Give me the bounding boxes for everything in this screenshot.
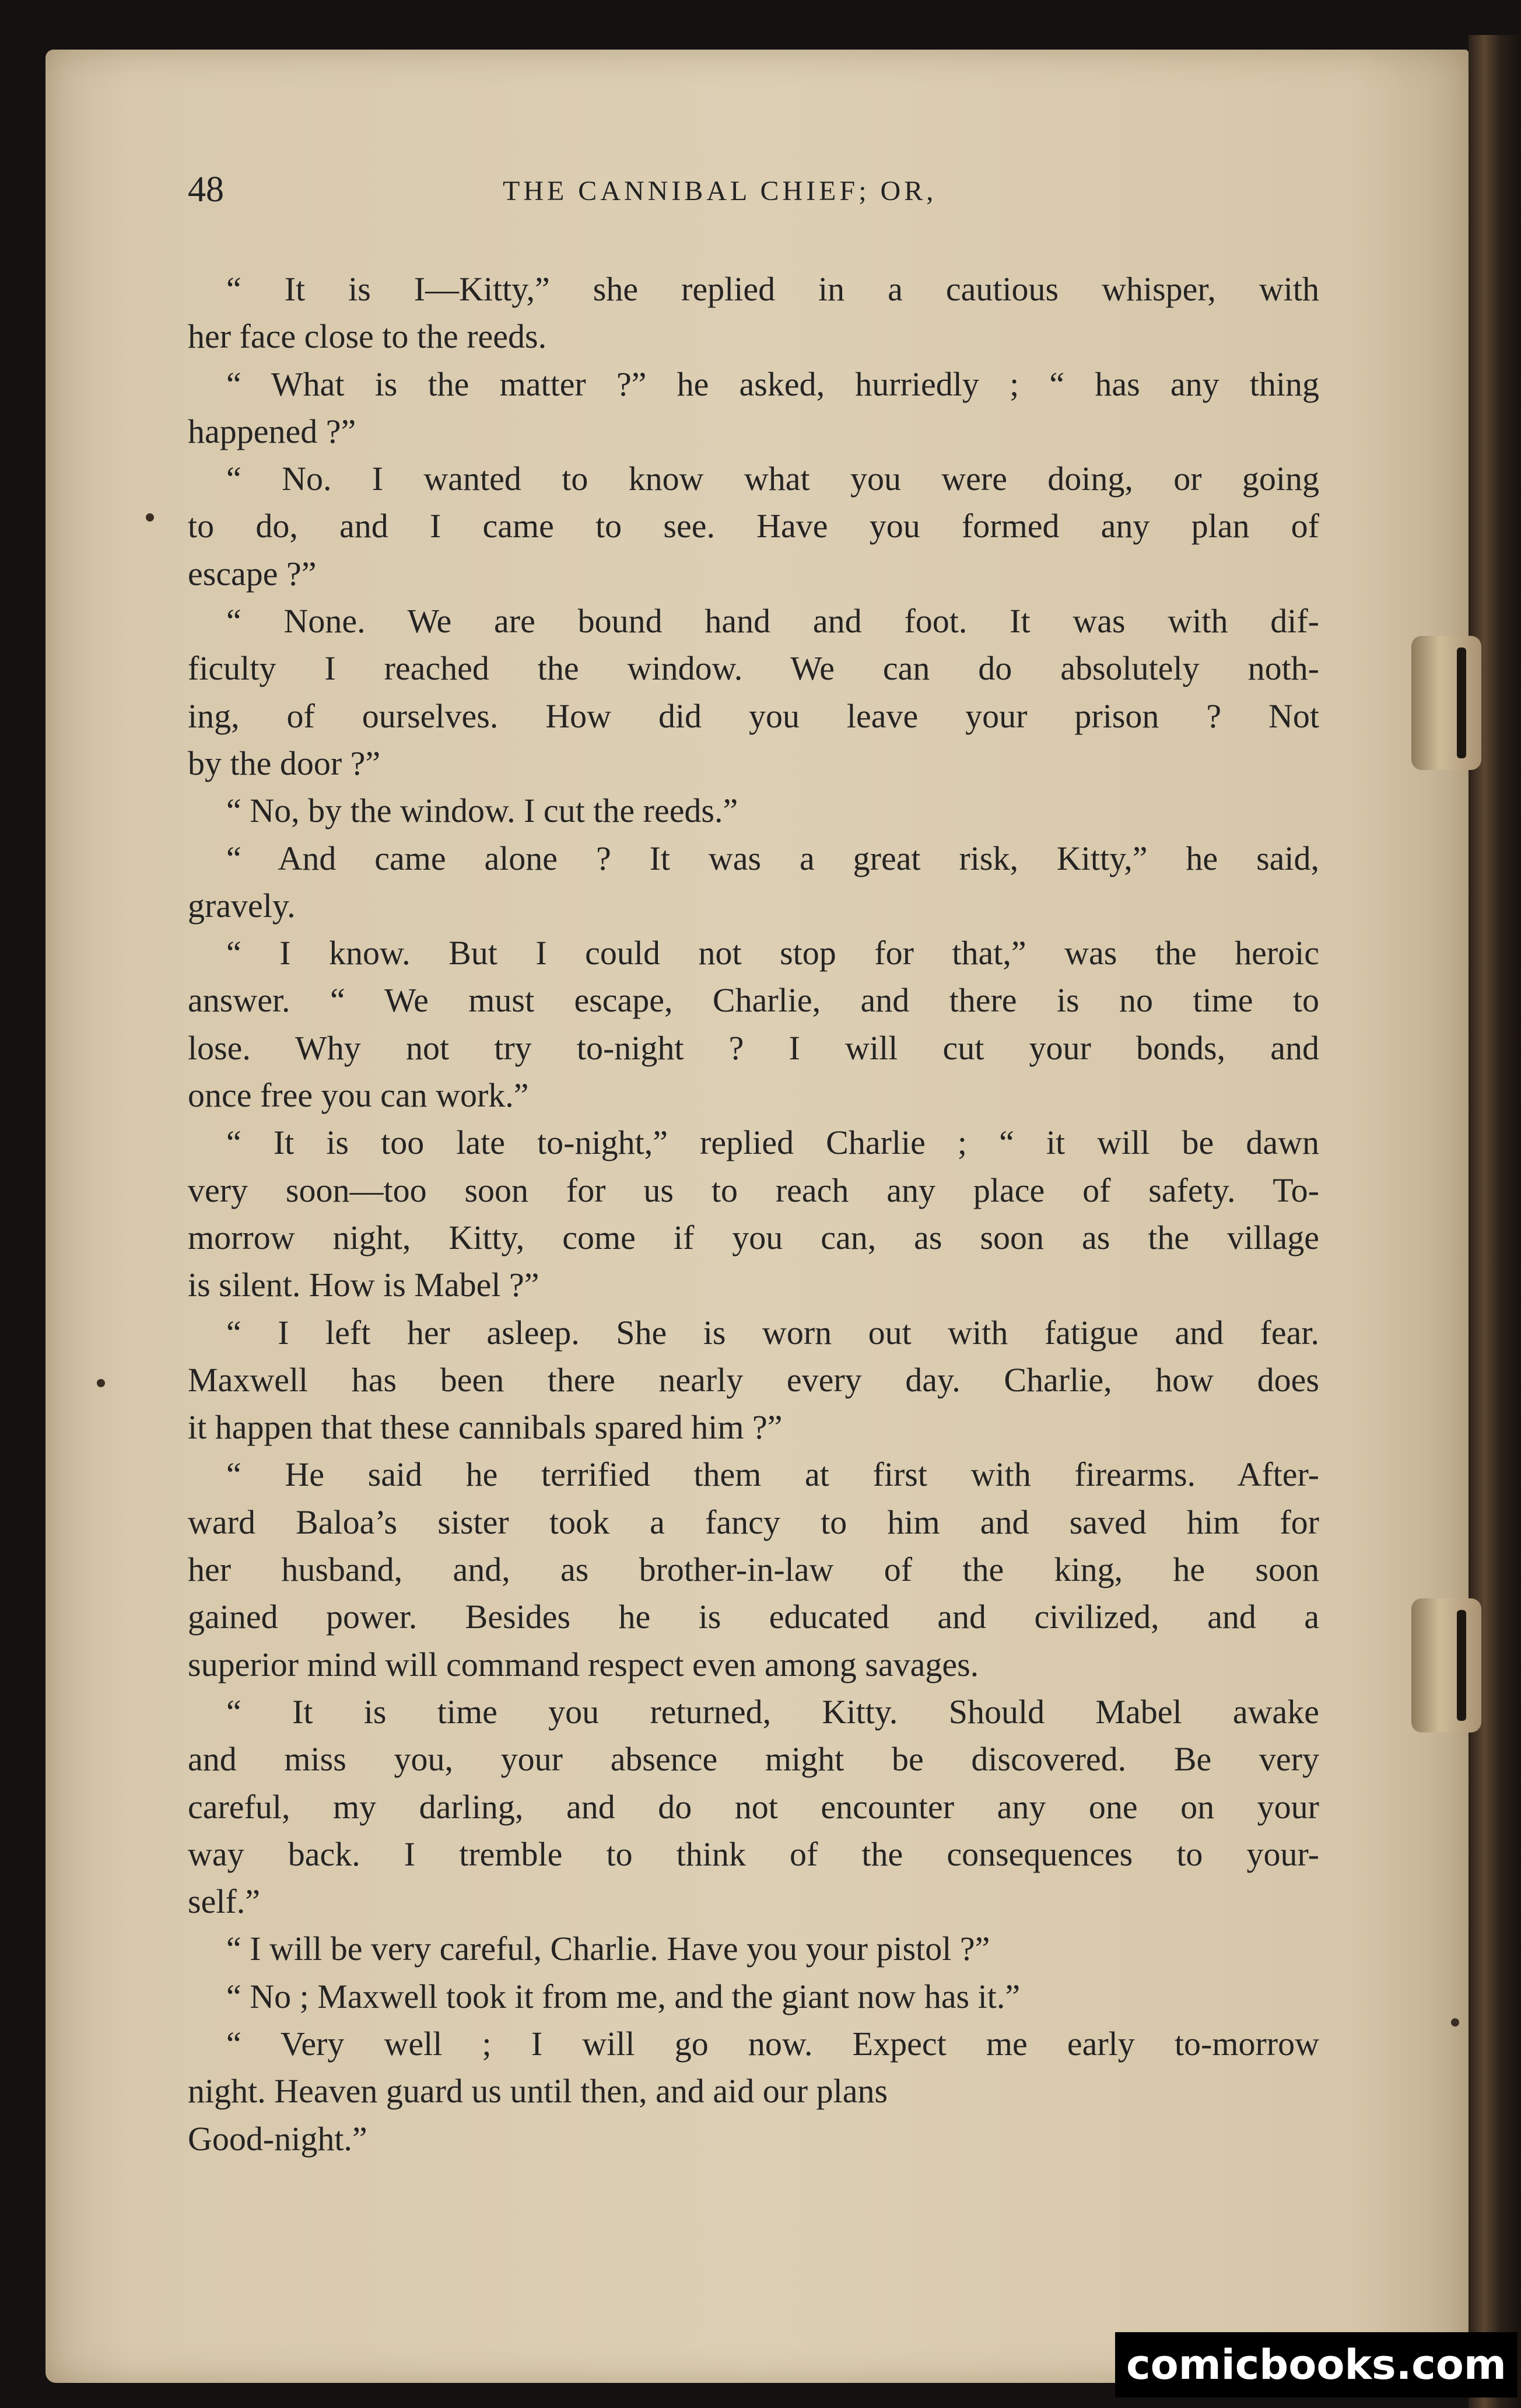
text-line: ward Baloa’s sister took a fancy to him and saved him for — [188, 1503, 1319, 1541]
text-line: “ I will be very careful, Charlie. Have you your pistol ?” — [226, 1930, 990, 1968]
text-line: lose. Why not try to-night ? I will cut your bonds, and — [188, 1028, 1319, 1067]
text-line: happened ?” — [188, 412, 356, 450]
text-line: by the door ?” — [188, 744, 381, 782]
text-line: “ And came alone ? It was a great risk, Kitty,” he said, — [226, 839, 1319, 877]
binding-clip-upper — [1411, 636, 1481, 770]
binding-wire — [1457, 648, 1466, 758]
text-line: it happen that these cannibals spared him ?” — [188, 1408, 783, 1447]
text-line: “ No ; Maxwell took it from me, and the giant now has it.” — [226, 1977, 1021, 2015]
text-line: Good-night.” — [188, 2119, 367, 2158]
text-line: ficulty I reached the window. We can do absolutely noth- — [188, 649, 1319, 688]
text-line: her husband, and, as brother-in-law of the king, he soon — [188, 1550, 1319, 1589]
text-line: very soon—too soon for us to reach any place of safety. To- — [188, 1171, 1319, 1209]
text-line: way back. I tremble to think of the consequences to your- — [188, 1835, 1319, 1873]
text-line: “ I know. But I could not stop for that,” was the heroic — [226, 934, 1319, 972]
text-line: gained power. Besides he is educated and civilized, and a — [188, 1598, 1319, 1636]
page-number: 48 — [188, 170, 224, 209]
text-line: answer. “ We must escape, Charlie, and there is no time to — [188, 981, 1319, 1020]
binding-clip-lower — [1411, 1598, 1481, 1732]
body-text — [188, 265, 1319, 2162]
binding-wire — [1457, 1610, 1466, 1721]
text-line: “ It is I—Kitty,” she replied in a cautious whisper, with — [226, 270, 1319, 308]
running-title: THE CANNIBAL CHIEF; OR, — [503, 176, 937, 206]
text-line: superior mind will command respect even among savages. — [188, 1645, 979, 1684]
text-line: Maxwell has been there nearly every day. Charlie, how does — [188, 1360, 1319, 1399]
text-line: careful, my darling, and do not encounter any one on your — [188, 1787, 1319, 1826]
text-line: “ What is the matter ?” he asked, hurriedly ; “ has any thing — [226, 365, 1319, 403]
text-line: self.” — [188, 1882, 260, 1921]
text-line: her face close to the reeds. — [188, 317, 547, 356]
text-line: and miss you, your absence might be discovered. Be very — [188, 1740, 1319, 1779]
text-line: ing, of ourselves. How did you leave your prison ? Not — [188, 696, 1319, 735]
text-line: “ No. I wanted to know what you were doing, or going — [226, 460, 1319, 498]
text-line: morrow night, Kitty, come if you can, as soon as the village — [188, 1218, 1319, 1256]
text-line: “ None. We are bound hand and foot. It was with dif- — [226, 602, 1319, 640]
text-line: “ Very well ; I will go now. Expect me early to-morrow — [226, 2024, 1319, 2063]
text-line: escape ?” — [188, 554, 317, 593]
book-spine — [1469, 35, 1521, 2408]
text-line: is silent. How is Mabel ?” — [188, 1266, 539, 1304]
text-line: once free you can work.” — [188, 1076, 529, 1115]
text-line: “ It is too late to-night,” replied Charlie ; “ it will be dawn — [226, 1124, 1319, 1162]
page-header — [188, 169, 1319, 216]
watermark: comicbooks.com — [1115, 2332, 1518, 2398]
text-line: night. Heaven guard us until then, and aid our plans — [188, 2072, 888, 2110]
ink-speck — [146, 513, 154, 522]
text-line: “ No, by the window. I cut the reeds.” — [226, 792, 738, 830]
text-line: “ It is time you returned, Kitty. Should Mabel awake — [226, 1692, 1319, 1731]
ink-speck — [1451, 2018, 1459, 2027]
text-line: “ I left her asleep. She is worn out with fatigue and fear. — [226, 1313, 1319, 1352]
text-line: “ He said he terrified them at first with firearms. After- — [226, 1455, 1319, 1494]
text-line: to do, and I came to see. Have you formed any plan of — [188, 507, 1319, 545]
text-line: gravely. — [188, 886, 296, 925]
ink-speck — [97, 1379, 105, 1387]
